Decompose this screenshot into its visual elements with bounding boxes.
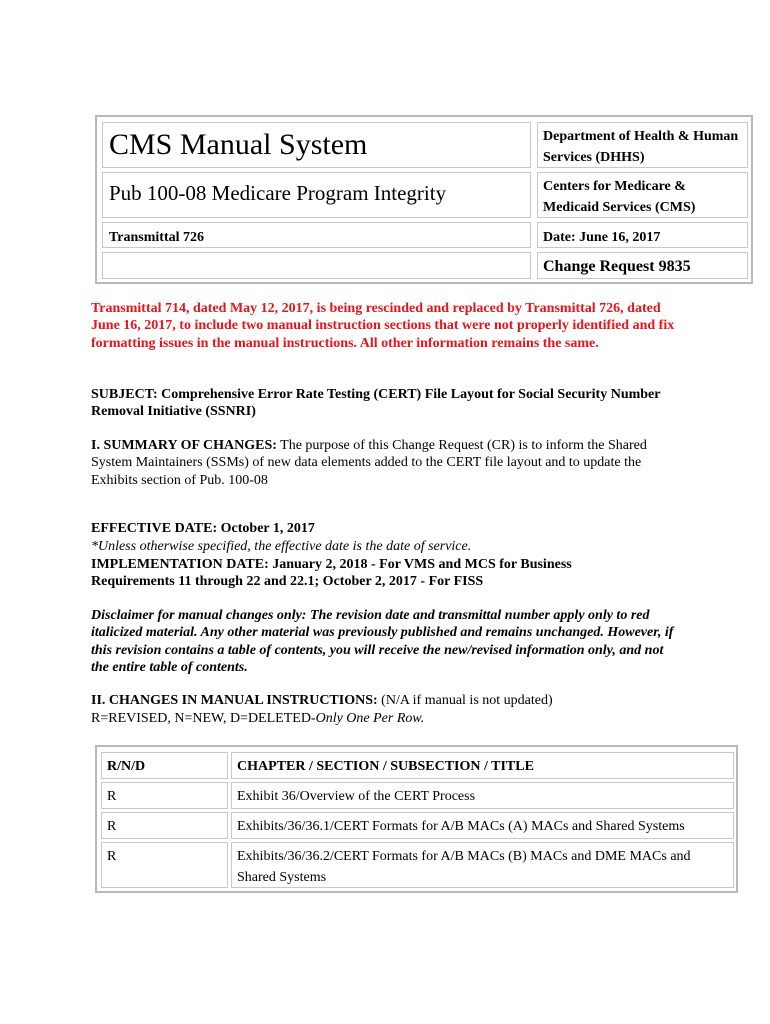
legend-italic: Only One Per Row. xyxy=(315,711,425,726)
header-table xyxy=(95,115,753,284)
empty-cell xyxy=(102,252,531,279)
transmittal-cell xyxy=(102,222,531,248)
centers-cell xyxy=(537,172,748,218)
publication-title: Pub 100-08 Medicare Program Integrity xyxy=(109,181,447,205)
changes-table xyxy=(95,745,738,893)
effective-date-note: *Unless otherwise specified, the effective date is the date of service. xyxy=(91,539,472,554)
table-header-rnd: R/N/D xyxy=(101,752,228,779)
department-name: Department of Health & Human Services (DHHS) xyxy=(543,129,739,165)
title-cell xyxy=(102,122,531,168)
table-row-title: Exhibit 36/Overview of the CERT Process xyxy=(231,782,734,809)
table-row-rnd: R xyxy=(101,842,228,888)
changes-label-note: (N/A if manual is not updated) xyxy=(377,693,553,708)
dept-cell xyxy=(537,122,748,168)
implementation-date: IMPLEMENTATION DATE: January 2, 2018 - For VMS and MCS for Business Requirements 11 through 22 and 22.1; October 2, 2017 - For FISS xyxy=(91,557,572,590)
change-request-cell xyxy=(537,252,748,279)
rescind-notice: Transmittal 714, dated May 12, 2017, is being rescinded and replaced by Transmittal 726, dated June 16, 2017, to include two manual instruction sections that were not properly identified and fix formatting issues in the manual instructions. All other information remains the same. xyxy=(91,301,675,351)
disclaimer: Disclaimer for manual changes only: The revision date and transmittal number apply only to red italicized material. Any other material was previously published and remains unchanged. However, if this revision contains a table of contents, you will receive the new/revised information only, and not the entire table of contents. xyxy=(91,608,674,676)
changes-label: II. CHANGES IN MANUAL INSTRUCTIONS: xyxy=(91,693,378,708)
summary-of-changes xyxy=(91,437,681,489)
table-row-rnd: R xyxy=(101,812,228,839)
table-header-title: CHAPTER / SECTION / SUBSECTION / TITLE xyxy=(231,752,734,779)
table-row-title: Exhibits/36/36.1/CERT Formats for A/B MACs (A) MACs and Shared Systems xyxy=(231,812,734,839)
summary-label: I. SUMMARY OF CHANGES: xyxy=(91,438,277,453)
summary-text: The purpose of this Change Request (CR) is to inform the Shared System Maintainers (SSMs) of new data elements added to the CERT file layout and to update the Exhibits section of Pub. 100-08 xyxy=(91,438,647,488)
changes-legend xyxy=(91,710,691,727)
centers-name: Centers for Medicare & Medicaid Services (CMS) xyxy=(543,179,696,215)
table-row-rnd: R xyxy=(101,782,228,809)
issue-date: Date: June 16, 2017 xyxy=(543,230,661,245)
changes-heading xyxy=(91,692,691,709)
transmittal-number: Transmittal 726 xyxy=(109,230,205,245)
manual-title: CMS Manual System xyxy=(109,128,368,161)
pub-cell xyxy=(102,172,531,218)
legend-text: R=REVISED, N=NEW, D=DELETED- xyxy=(91,711,316,726)
change-request-number: Change Request 9835 xyxy=(543,258,691,275)
subject: SUBJECT: Comprehensive Error Rate Testing (CERT) File Layout for Social Security Number Removal Initiative (SSNRI) xyxy=(91,387,661,420)
date-cell xyxy=(537,222,748,248)
effective-date: EFFECTIVE DATE: October 1, 2017 xyxy=(91,521,315,536)
table-row-title: Exhibits/36/36.2/CERT Formats for A/B MACs (B) MACs and DME MACs and Shared Systems xyxy=(231,842,734,888)
